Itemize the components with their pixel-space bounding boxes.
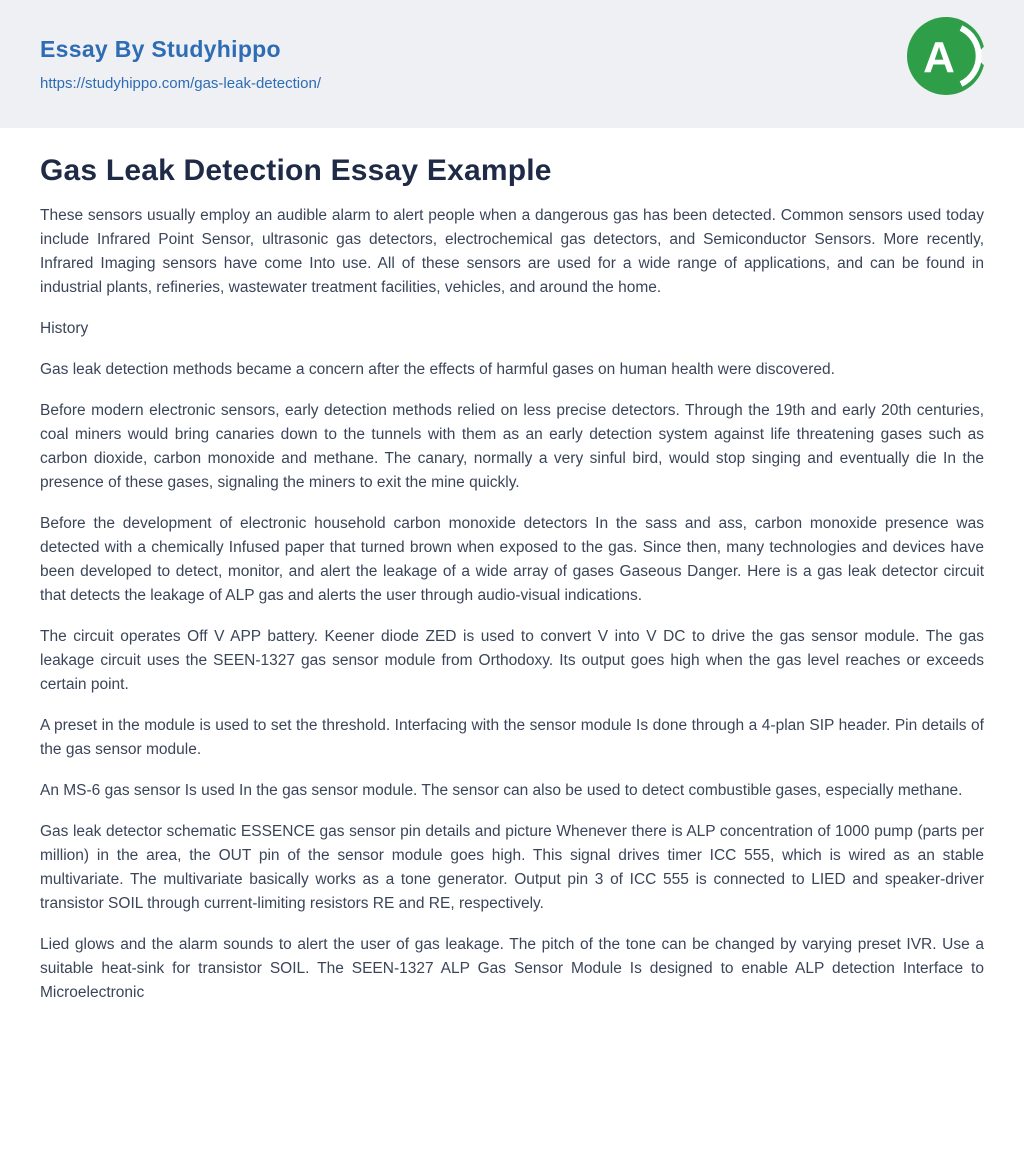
- studyhippo-logo: [906, 16, 986, 96]
- paragraph: Before the development of electronic household carbon monoxide detectors In the sass and ass, carbon monoxide presence was detected with a chemically Infused paper that turned brown when exposed to the gas. Since then, many technologies and devices have been developed to detect, monitor, and alert the leakage of a wide array of gases Gaseous Danger. Here is a gas leak detector circuit that detects the leakage of ALP gas and alerts the user through audio-visual indications.: [40, 515, 984, 604]
- paragraph: Gas leak detection methods became a concern after the effects of harmful gases on human health were discovered.: [40, 361, 835, 378]
- logo-icon: [906, 16, 986, 96]
- logo-letter: A: [923, 33, 955, 82]
- paragraph: Lied glows and the alarm sounds to alert the user of gas leakage. The pitch of the tone can be changed by varying preset IVR. Use a suitable heat-sink for transistor SOIL. The SEEN-1327 ALP Gas Sensor Module Is designed to enable ALP detection Interface to Microelectronic: [40, 936, 984, 1001]
- site-title: Essay By Studyhippo: [40, 36, 281, 62]
- paragraph: These sensors usually employ an audible alarm to alert people when a dangerous gas has been detected. Common sensors used today include Infrared Point Sensor, ultrasonic gas detectors, electrochemical gas detectors, and Semiconductor Sensors. More recently, Infrared Imaging sensors have come Into use. All of these sensors are used for a wide range of applications, and can be found in industrial plants, refineries, wastewater treatment facilities, vehicles, and around the home.: [40, 207, 984, 296]
- article-title: Gas Leak Detection Essay Example: [40, 154, 552, 187]
- paragraph: Before modern electronic sensors, early detection methods relied on less precise detectors. Through the 19th and early 20th centuries, coal miners would bring canaries down to the tunnels with them as an early detection system against life threatening gases such as carbon dioxide, carbon monoxide and methane. The canary, normally a very sinful bird, would stop singing and eventually die In the presence of these gases, signaling the miners to exit the mine quickly.: [40, 402, 984, 491]
- source-url-link[interactable]: https://studyhippo.com/gas-leak-detection/: [40, 75, 321, 93]
- paragraph: Gas leak detector schematic ESSENCE gas sensor pin details and picture Whenever there is ALP concentration of 1000 pump (parts per million) in the area, the OUT pin of the sensor module goes high. This signal drives timer ICC 555, which is wired as an stable multivariate. The multivariate basically works as a tone generator. Output pin 3 of ICC 555 is connected to LIED and speaker-driver transistor SOIL through current-limiting resistors RE and RE, respectively.: [40, 823, 984, 912]
- paragraph: An MS-6 gas sensor Is used In the gas sensor module. The sensor can also be used to detect combustible gases, especially methane.: [40, 782, 963, 799]
- page-header: [0, 0, 1024, 128]
- paragraph: The circuit operates Off V APP battery. Keener diode ZED is used to convert V into V DC to drive the gas sensor module. The gas leakage circuit uses the SEEN-1327 gas sensor module from Orthodoxy. Its output goes high when the gas level reaches or exceeds certain point.: [40, 628, 984, 693]
- article-body: [0, 153, 1024, 1005]
- section-heading-history: History: [40, 320, 89, 337]
- paragraph: A preset in the module is used to set the threshold. Interfacing with the sensor module Is done through a 4-plan SIP header. Pin details of the gas sensor module.: [40, 717, 984, 758]
